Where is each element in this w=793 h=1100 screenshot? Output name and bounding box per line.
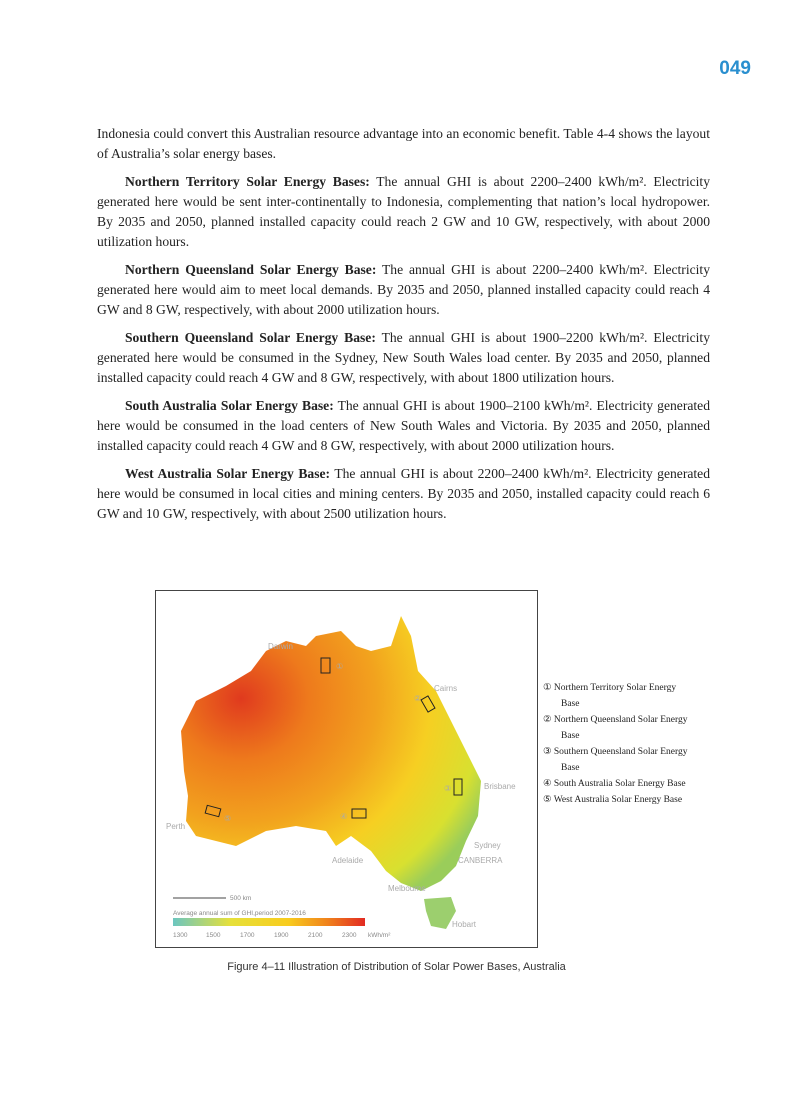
colorbar-tick: 1900 bbox=[274, 932, 289, 939]
australia-ghi-map bbox=[156, 591, 537, 947]
city-label: Sydney bbox=[474, 841, 501, 850]
paragraph-sq bbox=[97, 328, 710, 388]
legend-item: ⑤ West Australia Solar Energy Base bbox=[543, 795, 683, 805]
page-number: 049 bbox=[719, 58, 751, 79]
paragraph-text: Indonesia could convert this Australian resource advantage into an economic benefit. Table 4-4 shows the layout of Australia’s solar energy bases. bbox=[97, 126, 710, 161]
paragraph-text: The annual GHI is about 2200–2400 kWh/m². Electricity generated here would aim to meet local demands. By 2035 and 2050, planned installed capacity could reach 4 GW and 8 GW, respectively, with about 2000 utilization hours. bbox=[97, 262, 710, 317]
marker-label: ⑤ bbox=[224, 814, 232, 823]
colorbar-tick: 2100 bbox=[308, 932, 323, 939]
city-label: Perth bbox=[166, 822, 186, 831]
solar-map-figure bbox=[155, 590, 538, 948]
colorbar bbox=[173, 918, 365, 926]
city-label: CANBERRA bbox=[458, 856, 503, 865]
paragraph-text: The annual GHI is about 1900–2100 kWh/m². Electricity generated here would be consumed in the load centers of New South Wales and Victoria. By 2035 and 2050, planned installed capacity could reach 4 GW and 8 GW, respectively, with about 2000 utilization hours. bbox=[97, 398, 710, 453]
paragraph-heading: Northern Territory Solar Energy Bases: bbox=[125, 174, 370, 189]
colorbar-tick: 1700 bbox=[240, 932, 255, 939]
paragraph-heading: South Australia Solar Energy Base: bbox=[125, 398, 334, 413]
city-label: Darwin bbox=[268, 642, 293, 651]
paragraph-text: The annual GHI is about 2200–2400 kWh/m². Electricity generated here would be consumed in local cities and mining centers. By 2035 and 2050, installed capacity could reach 6 GW and 10 GW, respectively, with about 2500 utilization hours. bbox=[97, 466, 711, 521]
legend-item: ① Northern Territory Solar Energy Base bbox=[543, 683, 677, 709]
city-label: Melbourne bbox=[388, 884, 426, 893]
paragraph-sa bbox=[97, 396, 710, 456]
colorbar-tick: 1500 bbox=[206, 932, 221, 939]
australia-landmass bbox=[181, 616, 481, 891]
scale-label: 500 km bbox=[230, 895, 252, 902]
marker-label: ③ bbox=[444, 784, 452, 793]
paragraph-heading: West Australia Solar Energy Base: bbox=[125, 466, 331, 481]
legend-item: ② Northern Queensland Solar Energy Base bbox=[543, 715, 688, 741]
paragraph-text: The annual GHI is about 1900–2200 kWh/m². Electricity generated here would be consumed in the Sydney, New South Wales load center. By 2035 and 2050, planned installed capacity could reach 4 GW and 8 GW, respectively, with about 1800 utilization hours. bbox=[97, 330, 710, 385]
colorbar-title: Average annual sum of GHI,period 2007-2016 bbox=[173, 910, 306, 917]
city-label: Hobart bbox=[452, 920, 477, 929]
marker-label: ① bbox=[336, 662, 344, 671]
colorbar-unit: kWh/m² bbox=[368, 932, 391, 939]
legend-item: ④ South Australia Solar Energy Base bbox=[543, 779, 686, 789]
city-label: Cairns bbox=[434, 684, 458, 693]
figure-caption: Figure 4–11 Illustration of Distribution of Solar Power Bases, Australia bbox=[227, 961, 566, 973]
paragraph-nq bbox=[97, 260, 710, 320]
paragraph-heading: Northern Queensland Solar Energy Base: bbox=[125, 262, 377, 277]
paragraph-heading: Southern Queensland Solar Energy Base: bbox=[125, 330, 376, 345]
city-label: Adelaide bbox=[332, 856, 364, 865]
city-label: Brisbane bbox=[484, 782, 516, 791]
figure-legend bbox=[543, 680, 693, 808]
paragraph-nt bbox=[97, 172, 710, 252]
paragraph-intro bbox=[97, 124, 710, 164]
legend-item: ③ Southern Queensland Solar Energy Base bbox=[543, 747, 688, 773]
marker-label: ④ bbox=[340, 812, 348, 821]
colorbar-tick: 2300 bbox=[342, 932, 357, 939]
paragraph-text: The annual GHI is about 2200–2400 kWh/m². Electricity generated here would be sent inter-continentally to Indonesia, complementing that nation’s local hydropower. By 2035 and 2050, planned installed capacity could reach 2 GW and 10 GW, respectively, with about 2000 utilization hours. bbox=[97, 174, 710, 249]
paragraph-wa bbox=[97, 464, 710, 524]
marker-label: ② bbox=[414, 694, 422, 703]
body-text bbox=[97, 124, 710, 532]
colorbar-tick: 1300 bbox=[173, 932, 188, 939]
